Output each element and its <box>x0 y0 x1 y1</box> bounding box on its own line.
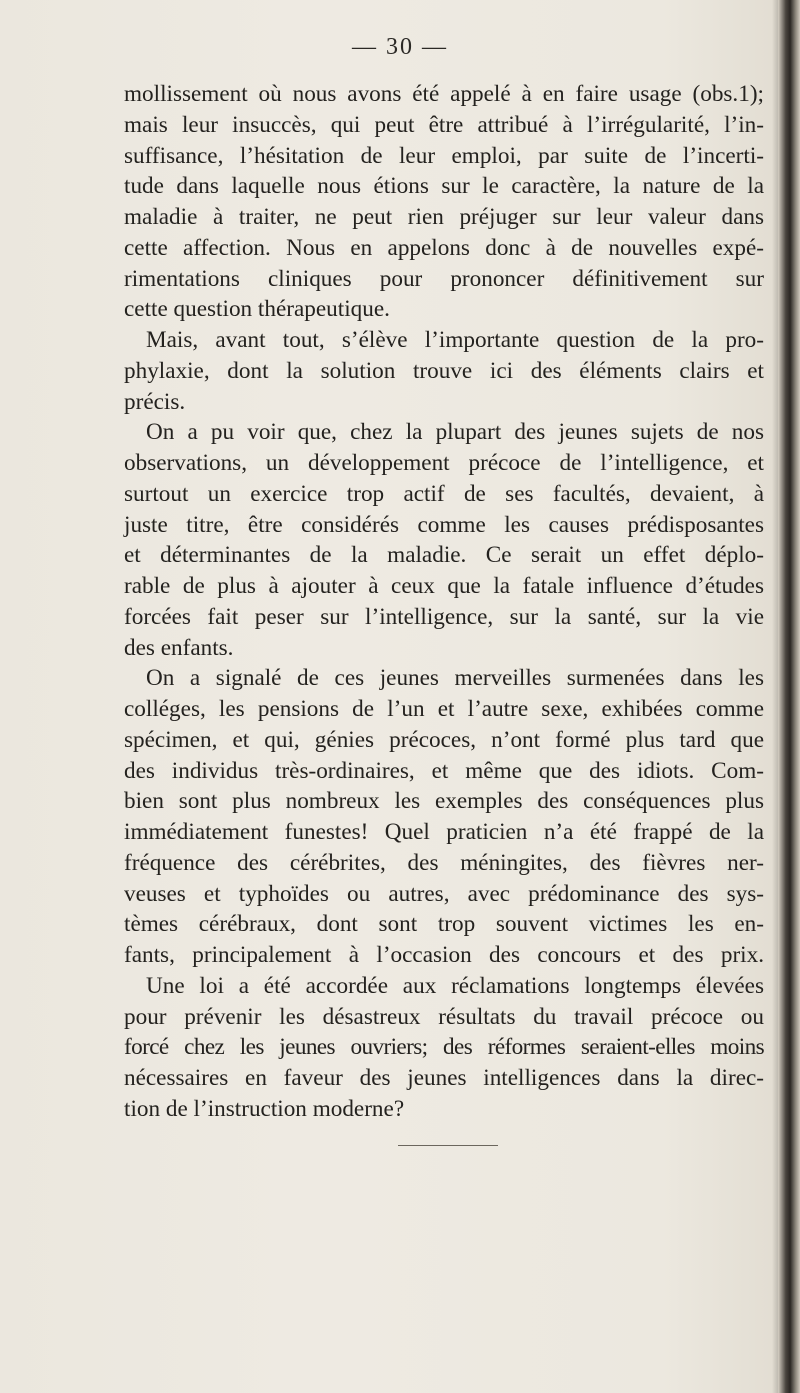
text-line: des individus très-ordinaires, et même que des idiots. Com- <box>124 757 764 784</box>
body-text <box>124 79 764 1125</box>
text-line: forcées fait peser sur l’intelligence, sur la santé, sur la vie <box>124 603 764 630</box>
text-line: spécimen, et qui, génies précoces, n’ont formé plus tard que <box>124 726 764 753</box>
text-line: tèmes cérébraux, dont sont trop souvent victimes les en- <box>124 911 764 938</box>
text-line: forcé chez les jeunes ouvriers; des réformes seraient-elles moins <box>124 1034 764 1061</box>
text-line: On a signalé de ces jeunes merveilles surmenées dans les <box>146 665 764 692</box>
text-line: observations, un développement précoce de l’intelligence, et <box>124 450 764 476</box>
text-line: juste titre, être considérés comme les causes prédisposantes <box>124 511 764 538</box>
text-line: surtout un exercice trop actif de ses facultés, devaient, à <box>124 480 764 507</box>
text-line: fréquence des cérébrites, des méningites, des fièvres ner- <box>124 849 764 876</box>
text-line: On a pu voir que, chez la plupart des jeunes sujets de nos <box>146 419 764 446</box>
text-line: maladie à traiter, ne peut rien préjuger sur leur valeur dans <box>124 204 764 230</box>
text-line: précis. <box>124 388 186 415</box>
text-line: nécessaires en faveur des jeunes intelligences dans la direc- <box>124 1065 764 1091</box>
text-line: Une loi a été accordée aux réclamations longtemps élevées <box>146 972 764 999</box>
text-line: et déterminantes de la maladie. Ce serait un effet déplo- <box>124 542 764 569</box>
text-line: rimentations cliniques pour prononcer définitivement sur <box>124 265 764 292</box>
text-line: veuses et typhoïdes ou autres, avec prédominance des sys- <box>124 880 764 907</box>
text-line: rable de plus à ajouter à ceux que la fatale influence d’études <box>124 573 764 599</box>
text-line: Mais, avant tout, s’élève l’importante question de la pro- <box>146 327 764 353</box>
text-line: suffisance, l’hésitation de leur emploi, par suite de l’incerti- <box>124 142 764 169</box>
text-line: des enfants. <box>124 634 234 661</box>
text-line: mollissement où nous avons été appelé à en faire usage (obs.1); <box>124 81 764 107</box>
text-line: bien sont plus nombreux les exemples des conséquences plus <box>124 788 764 815</box>
text-line: tion de l’instruction moderne? <box>124 1095 405 1122</box>
text-line: fants, principalement à l’occasion des concours et des prix. <box>124 942 764 968</box>
text-line: colléges, les pensions de l’un et l’autre sexe, exhibées comme <box>124 696 764 722</box>
text-line: phylaxie, dont la solution trouve ici des éléments clairs et <box>124 357 764 384</box>
text-line: pour prévenir les désastreux résultats du travail précoce ou <box>124 1003 764 1030</box>
page-number: — 30 — <box>352 34 448 60</box>
text-line: cette affection. Nous en appelons donc à de nouvelles expé- <box>124 234 764 261</box>
text-line: mais leur insuccès, qui peut être attribué à l’irrégularité, l’in- <box>124 111 764 138</box>
book-edge <box>778 0 800 1393</box>
text-line: cette question thérapeutique. <box>124 296 390 323</box>
section-divider <box>398 1145 498 1146</box>
text-line: tude dans laquelle nous étions sur le caractère, la nature de la <box>124 173 764 200</box>
text-line: immédiatement funestes! Quel praticien n’a été frappé de la <box>124 819 764 845</box>
